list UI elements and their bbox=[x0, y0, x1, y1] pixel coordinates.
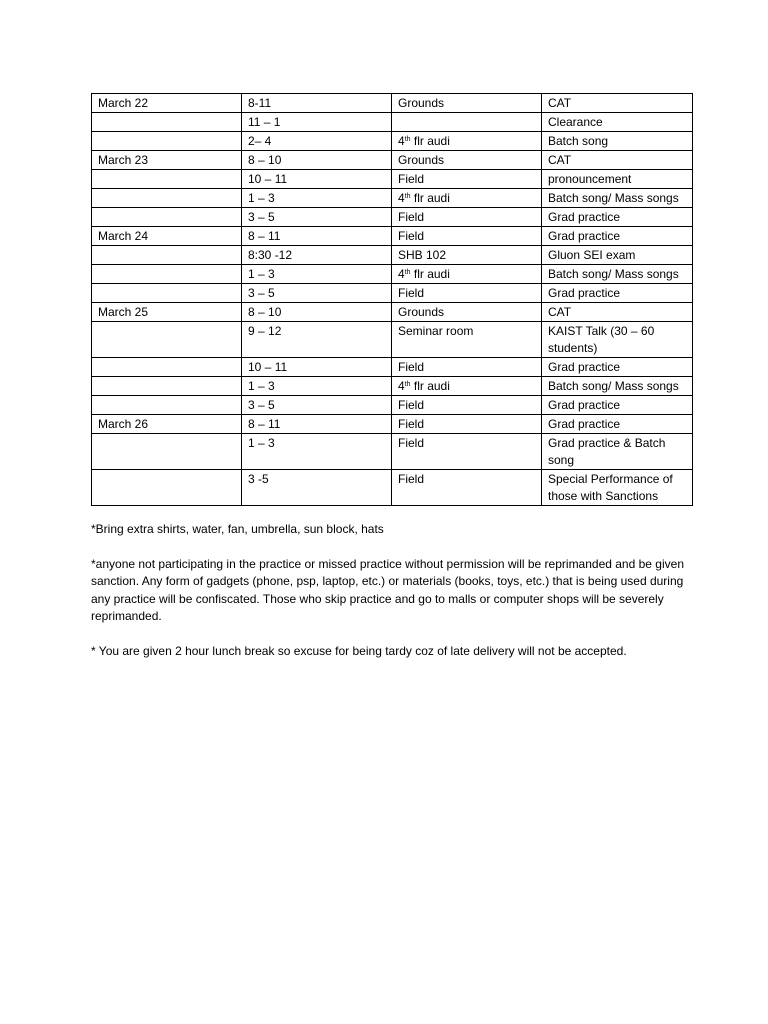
time-cell: 2– 4 bbox=[242, 132, 392, 151]
date-cell bbox=[92, 208, 242, 227]
activity-cell: Batch song/ Mass songs bbox=[542, 189, 693, 208]
activity-cell: Grad practice bbox=[542, 358, 693, 377]
time-cell: 1 – 3 bbox=[242, 377, 392, 396]
place-cell bbox=[392, 377, 542, 396]
place-cell: Grounds bbox=[392, 94, 542, 113]
time-cell: 3 -5 bbox=[242, 470, 392, 506]
activity-cell: pronouncement bbox=[542, 170, 693, 189]
place-ordinal: th bbox=[404, 381, 411, 388]
date-cell bbox=[92, 113, 242, 132]
date-cell bbox=[92, 396, 242, 415]
schedule-body bbox=[92, 94, 693, 506]
place-number: 4 bbox=[398, 267, 405, 281]
activity-cell: Grad practice & Batch song bbox=[542, 434, 693, 470]
place-cell: Field bbox=[392, 284, 542, 303]
table-row bbox=[92, 284, 693, 303]
activity-cell: Special Performance of those with Sanctions bbox=[542, 470, 693, 506]
schedule-table bbox=[91, 93, 693, 506]
activity-cell: KAIST Talk (30 – 60 students) bbox=[542, 322, 693, 358]
place-cell bbox=[392, 113, 542, 132]
table-row bbox=[92, 303, 693, 322]
date-cell bbox=[92, 189, 242, 208]
table-row bbox=[92, 151, 693, 170]
place-cell bbox=[392, 132, 542, 151]
place-cell: Grounds bbox=[392, 303, 542, 322]
place-cell: SHB 102 bbox=[392, 246, 542, 265]
place-cell: Field bbox=[392, 227, 542, 246]
time-cell: 11 – 1 bbox=[242, 113, 392, 132]
date-cell bbox=[92, 246, 242, 265]
place-text: flr audi bbox=[410, 191, 450, 205]
activity-cell: Grad practice bbox=[542, 284, 693, 303]
time-cell: 8 – 11 bbox=[242, 415, 392, 434]
date-cell bbox=[92, 132, 242, 151]
table-row bbox=[92, 434, 693, 470]
activity-cell: Clearance bbox=[542, 113, 693, 132]
activity-cell: Gluon SEI exam bbox=[542, 246, 693, 265]
activity-cell: Grad practice bbox=[542, 208, 693, 227]
notes-section bbox=[91, 521, 691, 677]
date-cell: March 22 bbox=[92, 94, 242, 113]
table-row bbox=[92, 470, 693, 506]
table-row bbox=[92, 170, 693, 189]
date-cell bbox=[92, 170, 242, 189]
table-row bbox=[92, 246, 693, 265]
date-cell bbox=[92, 322, 242, 358]
place-cell: Seminar room bbox=[392, 322, 542, 358]
time-cell: 1 – 3 bbox=[242, 189, 392, 208]
place-cell: Field bbox=[392, 470, 542, 506]
activity-cell: Batch song/ Mass songs bbox=[542, 377, 693, 396]
time-cell: 9 – 12 bbox=[242, 322, 392, 358]
activity-cell: Batch song bbox=[542, 132, 693, 151]
date-cell bbox=[92, 284, 242, 303]
activity-cell: CAT bbox=[542, 303, 693, 322]
activity-cell: Grad practice bbox=[542, 415, 693, 434]
activity-cell: Grad practice bbox=[542, 396, 693, 415]
time-cell: 10 – 11 bbox=[242, 358, 392, 377]
table-row bbox=[92, 208, 693, 227]
table-row bbox=[92, 358, 693, 377]
place-ordinal: th bbox=[404, 269, 411, 276]
date-cell bbox=[92, 377, 242, 396]
table-row bbox=[92, 322, 693, 358]
table-row bbox=[92, 377, 693, 396]
time-cell: 8:30 -12 bbox=[242, 246, 392, 265]
date-cell bbox=[92, 470, 242, 506]
place-cell: Field bbox=[392, 358, 542, 377]
table-row bbox=[92, 265, 693, 284]
place-cell: Field bbox=[392, 396, 542, 415]
table-row bbox=[92, 227, 693, 246]
time-cell: 1 – 3 bbox=[242, 434, 392, 470]
activity-cell: Batch song/ Mass songs bbox=[542, 265, 693, 284]
place-cell: Field bbox=[392, 415, 542, 434]
table-row bbox=[92, 113, 693, 132]
activity-cell: CAT bbox=[542, 94, 693, 113]
place-ordinal: th bbox=[404, 136, 411, 143]
table-row bbox=[92, 94, 693, 113]
place-cell: Grounds bbox=[392, 151, 542, 170]
place-number: 4 bbox=[398, 134, 405, 148]
place-cell: Field bbox=[392, 208, 542, 227]
date-cell: March 26 bbox=[92, 415, 242, 434]
date-cell: March 25 bbox=[92, 303, 242, 322]
place-cell: Field bbox=[392, 170, 542, 189]
time-cell: 8-11 bbox=[242, 94, 392, 113]
activity-cell: Grad practice bbox=[542, 227, 693, 246]
date-cell: March 23 bbox=[92, 151, 242, 170]
time-cell: 10 – 11 bbox=[242, 170, 392, 189]
place-number: 4 bbox=[398, 379, 405, 393]
table-row bbox=[92, 132, 693, 151]
place-text: flr audi bbox=[410, 379, 450, 393]
table-row bbox=[92, 396, 693, 415]
time-cell: 3 – 5 bbox=[242, 396, 392, 415]
place-cell: Field bbox=[392, 434, 542, 470]
note-reprimand: *anyone not participating in the practice or missed practice without permission will be reprimanded and be given sanction. Any form of gadgets (phone, psp, laptop, etc.) or materials (books, toys, etc.) that is being used during any practice will be confiscated. Those who skip practice and go to malls or computer shops will be severely reprimanded. bbox=[91, 556, 684, 623]
place-cell bbox=[392, 265, 542, 284]
date-cell bbox=[92, 265, 242, 284]
note-bring-items: *Bring extra shirts, water, fan, umbrella, sun block, hats bbox=[91, 522, 384, 536]
time-cell: 8 – 10 bbox=[242, 303, 392, 322]
table-row bbox=[92, 189, 693, 208]
table-row bbox=[92, 415, 693, 434]
date-cell: March 24 bbox=[92, 227, 242, 246]
place-text: flr audi bbox=[410, 134, 450, 148]
time-cell: 8 – 11 bbox=[242, 227, 392, 246]
time-cell: 3 – 5 bbox=[242, 284, 392, 303]
place-number: 4 bbox=[398, 191, 405, 205]
place-cell bbox=[392, 189, 542, 208]
date-cell bbox=[92, 434, 242, 470]
date-cell bbox=[92, 358, 242, 377]
time-cell: 8 – 10 bbox=[242, 151, 392, 170]
time-cell: 3 – 5 bbox=[242, 208, 392, 227]
place-ordinal: th bbox=[404, 193, 411, 200]
note-lunch-break: * You are given 2 hour lunch break so excuse for being tardy coz of late delivery will not be accepted. bbox=[91, 643, 627, 658]
time-cell: 1 – 3 bbox=[242, 265, 392, 284]
activity-cell: CAT bbox=[542, 151, 693, 170]
place-text: flr audi bbox=[410, 267, 450, 281]
